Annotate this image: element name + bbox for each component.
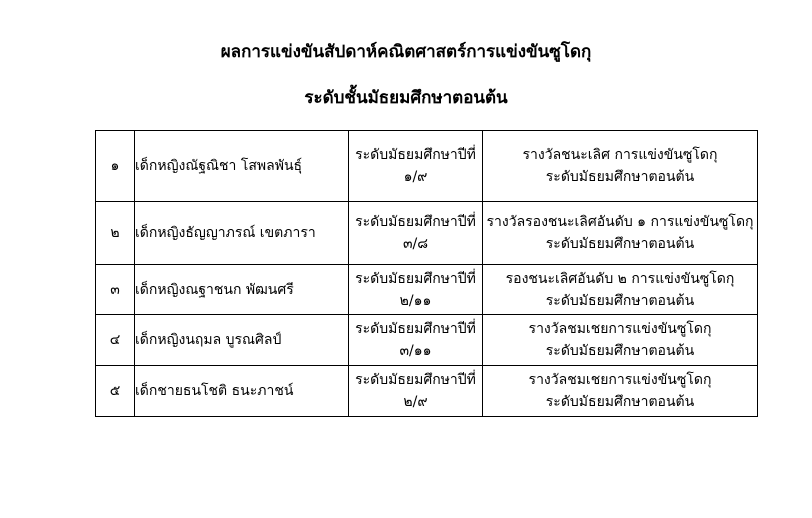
class-level bbox=[349, 366, 483, 417]
student-name: เด็กหญิงณฐาชนก พัฒนศรี bbox=[135, 265, 349, 315]
student-name: เด็กหญิงณัฐณิชา โสพลพันธุ์ bbox=[135, 131, 349, 202]
award-division: ระดับมัธยมศึกษาตอนต้น bbox=[545, 343, 695, 359]
table-row bbox=[96, 265, 758, 315]
class-level-room: ๒/๑๑ bbox=[399, 292, 432, 309]
class-level-label: ระดับมัธยมศึกษาปีที่ bbox=[355, 372, 476, 388]
table-row bbox=[96, 315, 758, 366]
award bbox=[483, 265, 758, 315]
student-name: เด็กหญิงนฤมล บูรณศิลป์ bbox=[135, 315, 349, 366]
table-row bbox=[96, 366, 758, 417]
award bbox=[483, 131, 758, 202]
class-level bbox=[349, 131, 483, 202]
rank-number: ๑ bbox=[96, 131, 135, 202]
student-name: เด็กชายธนโชติ ธนะภาชน์ bbox=[135, 366, 349, 417]
award-title: รางวัลชนะเลิศ การแข่งขันซูโดกุ bbox=[522, 147, 718, 163]
results-table bbox=[95, 130, 758, 417]
rank-number: ๓ bbox=[96, 265, 135, 315]
award-title: รองชนะเลิศอันดับ ๒ การแข่งขันซูโดกุ bbox=[505, 270, 735, 287]
award-division: ระดับมัธยมศึกษาตอนต้น bbox=[545, 236, 695, 252]
class-level-label: ระดับมัธยมศึกษาปีที่ bbox=[355, 147, 476, 163]
award-division: ระดับมัธยมศึกษาตอนต้น bbox=[545, 169, 695, 185]
class-level-label: ระดับมัธยมศึกษาปีที่ bbox=[355, 321, 476, 337]
class-level-room: ๑/๙ bbox=[403, 169, 428, 185]
rank-number: ๔ bbox=[96, 315, 135, 366]
award-title: รางวัลชมเชยการแข่งขันซูโดกุ bbox=[528, 321, 712, 337]
class-level bbox=[349, 265, 483, 315]
rank-number: ๕ bbox=[96, 366, 135, 417]
class-level bbox=[349, 315, 483, 366]
student-name: เด็กหญิงธัญญาภรณ์ เขตภารา bbox=[135, 202, 349, 265]
document-title: ผลการแข่งขันสัปดาห์คณิตศาสตร์การแข่งขันซูโดกุ bbox=[220, 42, 592, 62]
class-level-label: ระดับมัธยมศึกษาปีที่ bbox=[355, 214, 476, 230]
award-division: ระดับมัธยมศึกษาตอนต้น bbox=[545, 292, 695, 309]
document-subtitle: ระดับชั้นมัธยมศึกษาตอนต้น bbox=[304, 88, 508, 108]
class-level-label: ระดับมัธยมศึกษาปีที่ bbox=[355, 270, 476, 287]
rank-number: ๒ bbox=[96, 202, 135, 265]
award-title: รางวัลรองชนะเลิศอันดับ ๑ การแข่งขันซูโดกุ bbox=[486, 214, 754, 230]
class-level-room: ๒/๙ bbox=[403, 394, 428, 410]
class-level-room: ๓/๑๑ bbox=[399, 343, 432, 359]
table-row bbox=[96, 131, 758, 202]
award bbox=[483, 366, 758, 417]
class-level bbox=[349, 202, 483, 265]
award bbox=[483, 315, 758, 366]
award-title: รางวัลชมเชยการแข่งขันซูโดกุ bbox=[528, 372, 712, 388]
table-row bbox=[96, 202, 758, 265]
award-division: ระดับมัธยมศึกษาตอนต้น bbox=[545, 394, 695, 410]
award bbox=[483, 202, 758, 265]
class-level-room: ๓/๘ bbox=[402, 236, 429, 252]
